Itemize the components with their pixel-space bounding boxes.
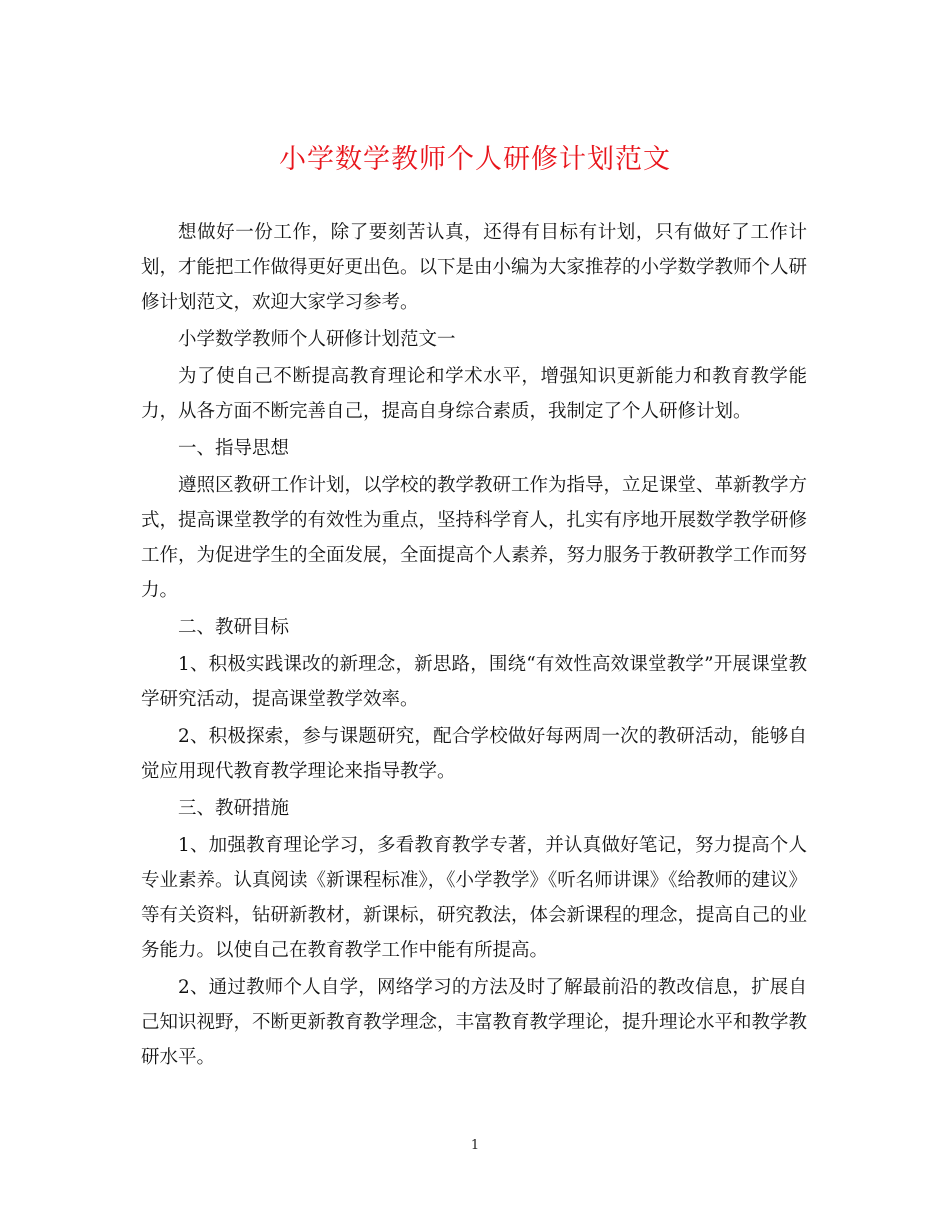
paragraph-goal-1: 1、积极实践课改的新理念，新思路，围绕“有效性高效课堂教学”开展课堂教学研究活动，提高课堂教学效率。	[141, 654, 807, 710]
paragraph-intro: 想做好一份工作，除了要刻苦认真，还得有目标有计划，只有做好了工作计划，才能把工作做得更好更出色。以下是由小编为大家推荐的小学数学教师个人研修计划范文，欢迎大家学习参考。	[141, 222, 808, 313]
paragraph-measure-2: 2、通过教师个人自学，网络学习的方法及时了解最前沿的教改信息，扩展自己知识视野，不断更新教育教学理念，丰富教育教学理论，提升理论水平和教学教研水平。	[141, 977, 808, 1068]
paragraph-goal-2: 2、积极探索，参与课题研究，配合学校做好每两周一次的教研活动，能够自觉应用现代教育教学理论来指导教学。	[141, 726, 807, 782]
section-heading-guiding-thought: 一、指导思想	[178, 438, 290, 459]
document-body	[141, 215, 807, 1077]
section-heading-research-goals: 二、教研目标	[178, 617, 290, 638]
paragraph-guiding-thought: 遵照区教研工作计划，以学校的教学教研工作为指导，立足课堂、革新教学方式，提高课堂教学的有效性为重点，坚持科学育人，扎实有序地开展数学教学研修工作，为促进学生的全面发展，全面提高个人素养，努力服务于教研教学工作而努力。	[141, 475, 808, 601]
paragraph-measure-1: 1、加强教育理论学习，多看教育教学专著，并认真做好笔记，努力提高个人专业素养。认真阅读《新课程标准》，《小学教学》《听名师讲课》《给教师的建议》等有关资料，钻研新教材，新课标，研究教法，体会新课程的理念，提高自己的业务能力。以使自己在教育教学工作中能有所提高。	[141, 835, 808, 961]
document-title: 小学数学教师个人研修计划范文	[279, 144, 671, 175]
page-number: 1	[470, 1138, 480, 1153]
section-heading-research-measures: 三、教研措施	[178, 798, 290, 819]
paragraph-purpose: 为了使自己不断提高教育理论和学术水平，增强知识更新能力和教育教学能力，从各方面不断完善自己，提高自身综合素质，我制定了个人研修计划。	[141, 366, 807, 422]
paragraph-subtitle: 小学数学教师个人研修计划范文一	[178, 329, 456, 350]
